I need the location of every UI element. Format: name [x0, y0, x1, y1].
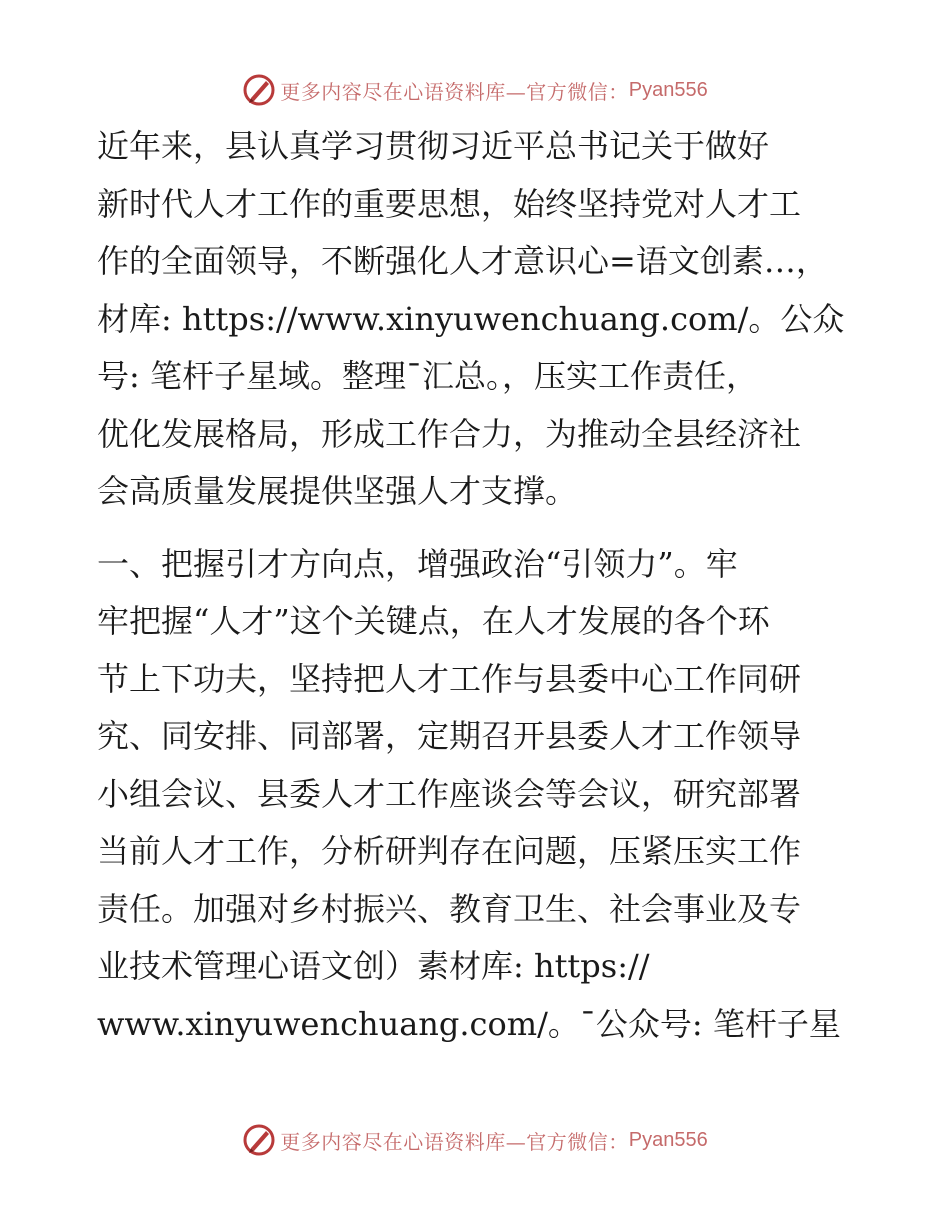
- text-line: 当前人才工作，分析研判存在问题，压紧压实工作: [97, 832, 802, 870]
- header-banner-wechat-id: Pyan556: [628, 78, 708, 101]
- text-line: 节上下功夫，坚持把人才工作与县委中心工作同研: [97, 659, 802, 698]
- text-line: 小组会议、县委人才工作座谈会等会议，研究部署: [97, 774, 802, 813]
- text-line: 新时代人才工作的重要思想，始终坚持党对人才工: [97, 184, 802, 223]
- footer-banner-text: 更多内容尽在心语资料库—官方微信：: [280, 1129, 629, 1154]
- pen-logo-icon: [242, 1123, 276, 1157]
- paragraph-intro: [97, 118, 857, 521]
- footer-banner: [0, 1120, 950, 1160]
- header-banner-text: 更多内容尽在心语资料库—官方微信：: [280, 79, 629, 104]
- text-line: 材库: https://www.xinyuwenchuang.com/。公众: [97, 299, 845, 338]
- text-line: 责任。加强对乡村振兴、教育卫生、社会事业及专: [97, 889, 802, 928]
- pen-logo-icon: [242, 73, 276, 107]
- text-line: 究、同安排、同部署，定期召开县委人才工作领导: [97, 717, 802, 755]
- text-line: 一、把握引才方向点，增强政治“引领力”。牢: [97, 544, 738, 583]
- text-line: 近年来，县认真学习贯彻习近平总书记关于做好: [97, 127, 770, 165]
- text-line: 作的全面领导，不断强化人才意识心=语文创素…，: [97, 242, 828, 280]
- text-line: www.xinyuwenchuang.com/。¯公众号: 笔杆子星: [97, 1004, 841, 1043]
- document-body: [97, 118, 857, 1053]
- footer-banner-wechat-id: Pyan556: [628, 1128, 708, 1151]
- text-line: 号: 笔杆子星域。整理¯汇总。，压实工作责任，: [97, 357, 758, 395]
- text-line: 会高质量发展提供坚强人才支撑。: [97, 472, 578, 510]
- text-line: 牢把握“人才”这个关键点，在人才发展的各个环: [97, 602, 770, 640]
- text-line: 优化发展格局，形成工作合力，为推动全县经济社: [97, 414, 802, 453]
- paragraph-section-one: [97, 536, 857, 1054]
- header-banner: [0, 70, 950, 110]
- text-line: 业技术管理心语文创）素材库: https://: [97, 947, 650, 985]
